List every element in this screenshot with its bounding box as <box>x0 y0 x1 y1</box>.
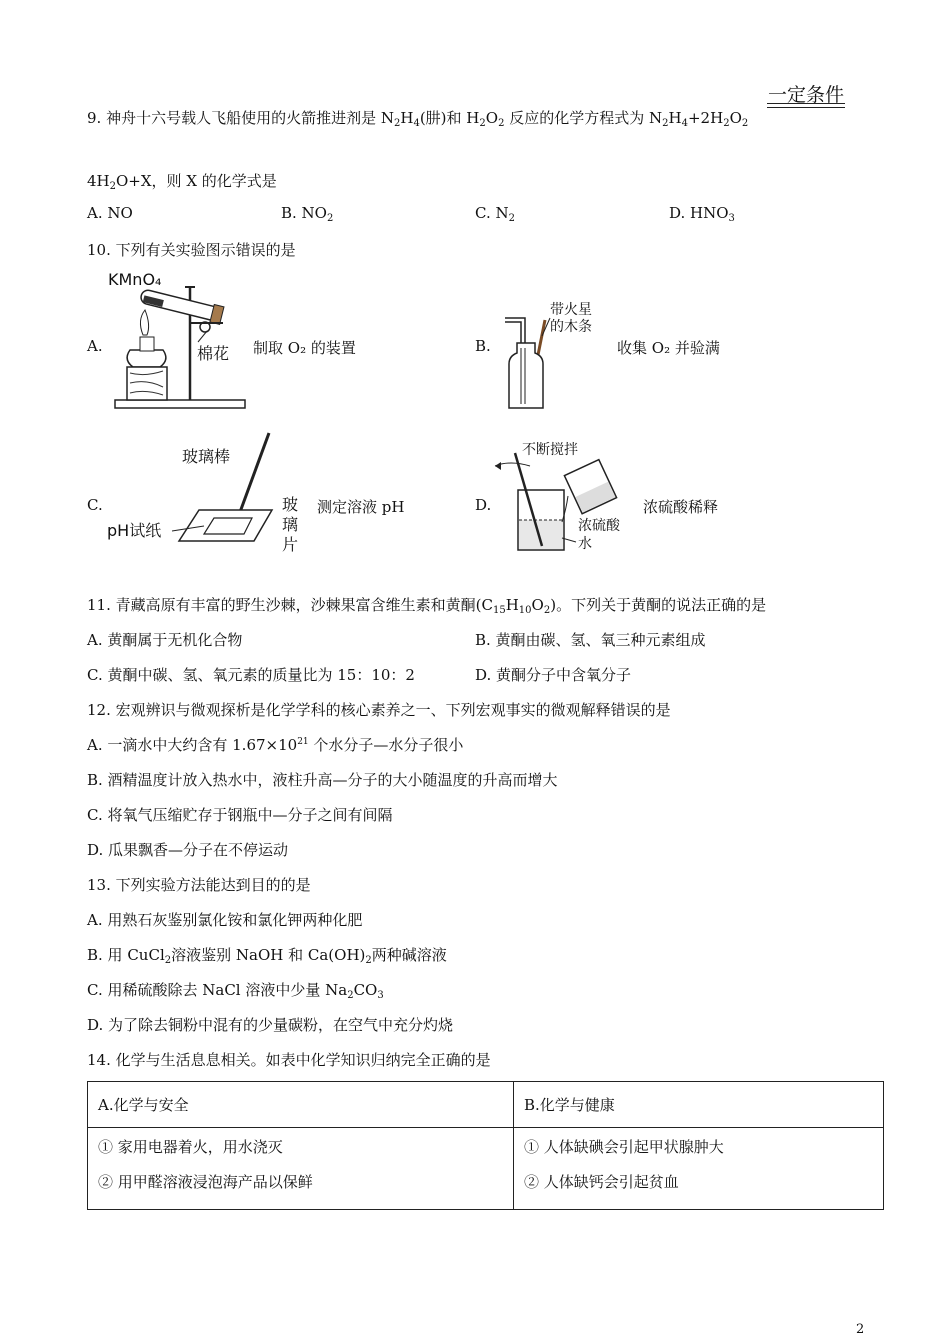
q10-option-a-label: 制取 O₂ 的装置 <box>253 339 356 357</box>
table-b-row-1: ① 人体缺碘会引起甲状腺肿大 <box>524 1138 724 1156</box>
page-number: 2 <box>856 1322 865 1337</box>
q13-option-b: B. 用 CuCl$_2$溶液鉴别 NaOH 和 $Ca(OH)_2$两种碱溶液 <box>87 946 447 966</box>
svg-text:片: 片 <box>282 535 299 554</box>
q10-option-b-label: 收集 O₂ 并验满 <box>617 339 720 357</box>
table-cell-a <box>88 1128 514 1210</box>
fig-kmno4-label: KMnO₄ <box>108 270 162 289</box>
q9-option-b: B. $NO_2$ <box>281 204 334 224</box>
q10-option-c-label: 测定溶液 pH <box>317 498 405 516</box>
fig-rod-label: 玻璃棒 <box>182 447 231 466</box>
q11-stem: 11. 青藏高原有丰富的野生沙棘，沙棘果富含维生素和黄酮$(C_{15}H_{10}O_2)$。下列关于黄酮的说法正确的是 <box>87 596 767 616</box>
q9-stem: 9. 神舟十六号载人飞船使用的火箭推进剂是 $N_2H_4$(肼)和 $H_2O_2$ 反应的化学方程式为 $N_2H_4+2H_2O_2$ <box>87 109 749 129</box>
fig-acid-label: 浓硫酸 <box>578 518 620 534</box>
q13-option-c: C. 用稀硫酸除去 NaCl 溶液中少量 $Na_2CO_3$ <box>87 981 384 1001</box>
q10-stem: 10. 下列有关实验图示错误的是 <box>87 241 296 259</box>
q9-option-c: C. $N_2$ <box>475 204 515 224</box>
knowledge-table <box>87 1081 884 1210</box>
q12-option-c: C. 将氧气压缩贮存于钢瓶中—分子之间有间隔 <box>87 806 393 824</box>
reaction-condition: 一定条件 <box>768 84 845 106</box>
table-a-row-1: ① 家用电器着火，用水浇灭 <box>98 1138 283 1156</box>
q11-option-d: D. 黄酮分子中含氧分子 <box>475 666 632 684</box>
svg-text:玻: 玻 <box>282 495 299 514</box>
fig-paper-label: pH试纸 <box>107 521 162 540</box>
svg-text:璃: 璃 <box>282 515 299 534</box>
q13-option-a: A. 用熟石灰鉴别氯化铵和氯化钾两种化肥 <box>87 911 363 929</box>
q10-option-a-letter: A. <box>87 337 103 355</box>
q14-stem: 14. 化学与生活息息相关。如表中化学知识归纳完全正确的是 <box>87 1051 491 1069</box>
oxygen-heating-apparatus-figure <box>105 265 255 415</box>
fig-water-label: 水 <box>578 536 592 552</box>
q9-option-d: D. $HNO_3$ <box>669 204 735 224</box>
table-header-b: B.化学与健康 <box>514 1082 884 1128</box>
q10-option-c-letter: C. <box>87 496 103 514</box>
table-a-row-2: ② 用甲醛溶液浸泡海产品以保鲜 <box>98 1173 313 1191</box>
q12-option-d: D. 瓜果飘香—分子在不停运动 <box>87 841 289 859</box>
q11-option-c: C. 黄酮中碳、氢、氧元素的质量比为 15：10：2 <box>87 666 415 684</box>
q11-option-a: A. 黄酮属于无机化合物 <box>87 631 243 649</box>
q12-stem: 12. 宏观辨识与微观探析是化学学科的核心素养之一、下列宏观事实的微观解释错误的是 <box>87 701 671 719</box>
q9-stem-line2: $4H_2O+X$，则 X 的化学式是 <box>87 172 277 192</box>
fig-cotton-label: 棉花 <box>197 344 230 363</box>
q13-option-d: D. 为了除去铜粉中混有的少量碳粉，在空气中充分灼烧 <box>87 1016 454 1034</box>
fig-stir-label: 不断搅拌 <box>522 442 578 458</box>
fig-stick-label-1: 带火星 <box>550 302 592 318</box>
ph-test-figure <box>104 428 314 554</box>
fig-stick-label-2: 的木条 <box>550 319 592 335</box>
table-b-row-2: ② 人体缺钙会引起贫血 <box>524 1173 679 1191</box>
q10-option-d-letter: D. <box>475 496 492 514</box>
gas-collection-bottle-figure <box>495 298 615 413</box>
acid-dilution-figure <box>490 438 640 556</box>
q11-option-b: B. 黄酮由碳、氢、氧三种元素组成 <box>475 631 706 649</box>
table-cell-b <box>514 1128 884 1210</box>
table-header-a: A.化学与安全 <box>88 1082 514 1128</box>
q12-option-b: B. 酒精温度计放入热水中，液柱升高—分子的大小随温度的升高而增大 <box>87 771 558 789</box>
q12-option-a: A. 一滴水中大约含有 $1.67\times 10^{21}$ 个水分子—水分子很小 <box>87 736 464 754</box>
q9-option-a: A. NO <box>87 204 133 222</box>
q10-option-d-label: 浓硫酸稀释 <box>643 498 719 516</box>
q13-stem: 13. 下列实验方法能达到目的的是 <box>87 876 311 894</box>
q10-option-b-letter: B. <box>475 337 491 355</box>
